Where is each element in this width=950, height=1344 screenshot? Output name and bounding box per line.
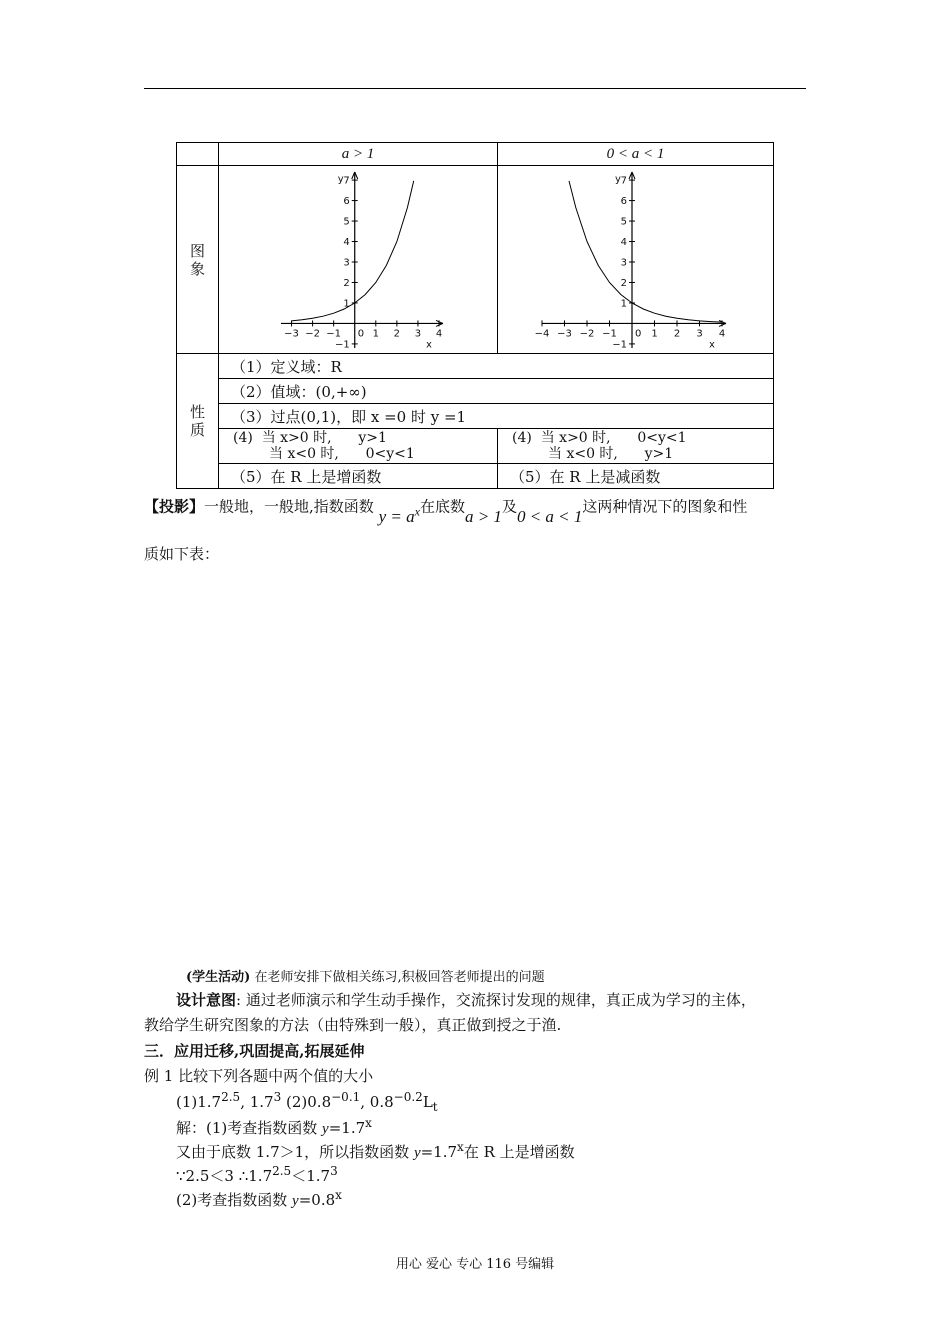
fixed-point-property: （3）过点(0,1)，即 x =0 时 y =1 xyxy=(219,404,774,429)
example-1-questions xyxy=(176,1090,438,1114)
projection-line-2: 质如下表： xyxy=(144,545,220,563)
sol3-sup2: 3 xyxy=(330,1164,338,1178)
x-tick-label: −1 xyxy=(326,328,342,340)
activity-label: (学生活动) xyxy=(186,970,251,985)
header-rule xyxy=(144,88,806,89)
x-tick-label: 4 xyxy=(718,328,726,340)
design-line-2: 教给学生研究图象的方法（由特殊到一般），真正做到授之于渔. xyxy=(144,1016,562,1034)
solution-line-3 xyxy=(176,1164,338,1186)
q-part-3: (2)0.8 xyxy=(281,1093,332,1111)
x-tick-label: 1 xyxy=(372,328,379,340)
property-row-2 xyxy=(177,379,774,404)
graph-increasing xyxy=(219,166,497,349)
q-mark-l: L xyxy=(422,1093,433,1111)
x-tick-label: −3 xyxy=(284,328,299,340)
graph-cell-decreasing xyxy=(498,166,774,354)
range-property: （2）值域：(0,+∞) xyxy=(219,379,774,404)
q-exp-1: 2.5 xyxy=(221,1090,241,1104)
x-tick-label: 3 xyxy=(696,328,703,340)
solution-line-1 xyxy=(176,1116,372,1138)
sol4-a: (2)考查指数函数 xyxy=(176,1191,293,1209)
y-tick-label: 3 xyxy=(620,257,627,269)
x-tick-label: 1 xyxy=(651,328,658,340)
sign-property-left xyxy=(219,429,498,464)
property-row-3 xyxy=(177,404,774,429)
y-tick-label: 5 xyxy=(620,216,627,228)
solution-line-2 xyxy=(176,1140,575,1162)
x-tick-label: 3 xyxy=(414,328,422,340)
property-row-4 xyxy=(177,429,774,464)
x-axis-label: x xyxy=(426,339,432,349)
x-tick-label: 0 xyxy=(357,328,365,340)
q-exp-3: −0.1 xyxy=(331,1090,361,1104)
sol3-sup1: 2.5 xyxy=(272,1164,292,1178)
projection-cond1: a > 1 xyxy=(464,506,502,526)
y-tick-label: 6 xyxy=(620,196,627,208)
activity-line xyxy=(186,966,545,985)
solution-line-4 xyxy=(176,1188,342,1210)
monotonic-decreasing: （5）在 R 上是减函数 xyxy=(498,464,774,489)
y-axis-label: y xyxy=(615,174,621,185)
x-tick-label: 0 xyxy=(635,328,642,340)
sign-right-line-2: 当 x<0 时, y>1 xyxy=(548,446,674,462)
x-tick-label: 2 xyxy=(393,328,401,340)
sol4-sup: x xyxy=(335,1188,342,1202)
sol1-b: =1.7 xyxy=(328,1119,366,1137)
projection-end: 这两种情况下的图象和性 xyxy=(582,497,748,516)
q-part-1: (1)1.7 xyxy=(176,1093,222,1111)
graph-decreasing xyxy=(498,166,773,349)
projection-formula-text: y = a xyxy=(378,506,415,526)
q-part-4: , 0.8 xyxy=(360,1093,394,1111)
header-a-between-0-1: 0 < a < 1 xyxy=(498,143,774,166)
exponential-curve xyxy=(569,181,722,322)
y-axis-label: y xyxy=(337,174,344,185)
header-a-greater-1: a > 1 xyxy=(219,143,498,166)
y-tick-label: 1 xyxy=(620,298,627,310)
graph-row xyxy=(177,166,774,354)
props-label xyxy=(177,354,219,489)
y-tick-label: 7 xyxy=(343,175,350,187)
sign-left-line-2: 当 x<0 时, 0<y<1 xyxy=(269,446,415,462)
props-label-text: 性质 xyxy=(189,403,205,439)
sol2-c: 在 R 上是增函数 xyxy=(463,1143,575,1161)
sol4-b: =0.8 xyxy=(298,1191,336,1209)
activity-text: 在老师安排下做相关练习,积极回答老师提出的问题 xyxy=(254,970,545,985)
design-line-1 xyxy=(176,989,756,1010)
sol4-y: y xyxy=(292,1193,299,1209)
sign-right-line-1: (4) 当 x>0 时, 0<y<1 xyxy=(512,430,687,446)
image-label-text: 图象 xyxy=(189,241,205,278)
exponential-properties-table xyxy=(176,142,774,489)
y-tick-label: 3 xyxy=(343,257,350,269)
y-tick-label: 6 xyxy=(343,196,350,208)
y-tick-label: 2 xyxy=(620,277,627,289)
monotonic-increasing: （5）在 R 上是增函数 xyxy=(219,464,498,489)
image-label xyxy=(177,166,219,354)
y-tick-label: −1 xyxy=(334,339,350,349)
corner-cell xyxy=(177,143,219,166)
property-row-5 xyxy=(177,464,774,489)
property-row-1 xyxy=(177,354,774,379)
sol3-a: ∵2.5＜3 ∴1.7 xyxy=(176,1167,273,1185)
projection-formula-sup: x xyxy=(414,504,420,518)
x-tick-label: −3 xyxy=(557,328,572,340)
example-1-title: 例 1 比较下列各题中两个值的大小 xyxy=(144,1067,374,1085)
y-tick-label: 4 xyxy=(343,237,350,249)
q-part-2: , 1.7 xyxy=(240,1093,274,1111)
y-tick-label: 2 xyxy=(343,277,350,289)
projection-mid2: 及 xyxy=(501,497,517,516)
domain-property: （1）定义域：R xyxy=(219,354,774,379)
projection-body: 一般地，一般地,指数函数 xyxy=(204,497,374,516)
q-exp-4: −0.2 xyxy=(393,1090,423,1104)
sign-left-line-1: (4) 当 x>0 时, y>1 xyxy=(233,430,387,446)
design-label: 设计意图 xyxy=(176,991,237,1009)
graph-cell-increasing xyxy=(219,166,498,354)
x-axis-label: x xyxy=(709,339,715,349)
y-tick-label: 7 xyxy=(620,175,627,187)
sol3-b: ＜1.7 xyxy=(291,1167,331,1185)
sol1-y: y xyxy=(322,1121,329,1137)
projection-mid1: 在底数 xyxy=(419,497,465,516)
x-tick-label: −2 xyxy=(579,328,595,340)
projection-cond2: 0 < a < 1 xyxy=(516,506,583,526)
projection-prefix: 【投影】 xyxy=(144,497,205,516)
x-tick-label: −2 xyxy=(305,328,320,340)
sol2-a: 又由于底数 1.7＞1，所以指数函数 xyxy=(176,1143,414,1161)
x-tick-label: 2 xyxy=(673,328,681,340)
section-3-heading: 三．应用迁移,巩固提高,拓展延伸 xyxy=(144,1042,365,1060)
sol1-sup: x xyxy=(365,1116,372,1130)
sol2-y: y xyxy=(413,1145,421,1161)
q-exp-2: 3 xyxy=(273,1090,282,1104)
x-tick-label: 4 xyxy=(435,328,443,340)
y-tick-label: 5 xyxy=(343,216,350,228)
exponential-curve xyxy=(292,181,414,321)
y-tick-label: 4 xyxy=(620,237,627,249)
projection-line xyxy=(144,494,748,526)
y-tick-label: −1 xyxy=(612,339,627,349)
projection-formula xyxy=(378,504,420,526)
y-tick-label: 1 xyxy=(343,298,350,310)
sol2-b: =1.7 xyxy=(420,1143,458,1161)
design-text-1: : 通过老师演示和学生动手操作，交流探讨发现的规律，真正成为学习的主体， xyxy=(236,991,756,1009)
q-mark-t: t xyxy=(432,1100,438,1114)
sol2-sup: x xyxy=(457,1140,464,1154)
x-tick-label: −1 xyxy=(602,328,617,340)
x-tick-label: −4 xyxy=(534,328,550,340)
sol1-a: 解：(1)考查指数函数 xyxy=(176,1119,323,1137)
sign-property-right xyxy=(498,429,774,464)
table-header-row xyxy=(177,143,774,166)
page-footer: 用心 爱心 专心 116 号编辑 xyxy=(395,1257,555,1272)
